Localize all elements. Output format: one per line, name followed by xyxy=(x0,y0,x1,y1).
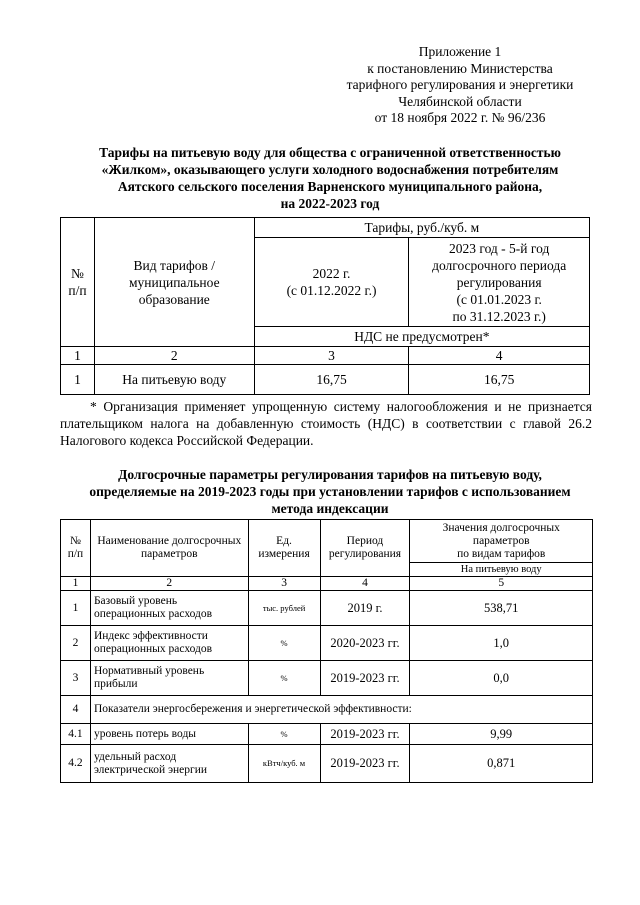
col-header-tariff-type: Вид тарифов / муниципальное образование xyxy=(94,218,254,347)
appendix-line: тарифного регулирования и энергетики xyxy=(346,77,574,92)
row-value: 0,0 xyxy=(410,661,593,696)
appendix-line: к постановлению Министерства xyxy=(367,60,553,76)
row-num: 4.1 xyxy=(61,724,91,745)
parameters-table xyxy=(60,519,593,783)
row-period: 2019 г. xyxy=(320,591,410,626)
vat-note: НДС не предусмотрен* xyxy=(254,327,589,347)
col-header-2023: 2023 год - 5-й год долгосрочного периода регулирования (с 01.01.2023 г. по 31.12.2023 г.) xyxy=(409,238,590,327)
title-line: определяемые на 2019-2023 годы при установлении тарифов с использованием xyxy=(89,484,571,499)
table-row xyxy=(61,626,593,661)
row-num: 3 xyxy=(61,661,91,696)
col-header-num: № п/п xyxy=(61,218,95,347)
table-row xyxy=(61,661,593,696)
row-period: 2019-2023 гг. xyxy=(320,745,410,783)
row-num: 2 xyxy=(61,626,91,661)
col-header-period: Период регулирования xyxy=(320,520,410,577)
row-unit: % xyxy=(248,661,320,696)
row-value: 0,871 xyxy=(410,745,593,783)
appendix-line: Челябинской области xyxy=(398,93,522,109)
col-header-2022: 2022 г. (с 01.12.2022 г.) xyxy=(254,238,409,327)
table-row xyxy=(61,365,590,395)
row-num: 4.2 xyxy=(61,745,91,783)
title-line: на 2022-2023 год xyxy=(280,196,380,211)
footnote: * Организация применяет упрощенную систему налогообложения и не признается плательщиком налога на добавленную стоимость (НДС) в соответствии с главой 26.2 Налогового кодекса Российской Федерации. xyxy=(60,399,592,448)
section-row xyxy=(61,696,593,724)
col-header-values: Значения долгосрочных параметров по видам тарифов xyxy=(410,520,593,563)
row-parameter: уровень потерь воды xyxy=(90,724,248,745)
title-line: метода индексации xyxy=(271,501,389,516)
index-row: 1 2 3 4 xyxy=(61,347,590,365)
row-value: 1,0 xyxy=(410,626,593,661)
tariffs-header: Тарифы, руб./куб. м xyxy=(254,218,589,238)
table-row xyxy=(61,591,593,626)
appendix-line: Приложение 1 xyxy=(418,44,502,59)
col-header-num: № п/п xyxy=(61,520,91,577)
row-value: 9,99 xyxy=(410,724,593,745)
col-header-unit: Ед. измерения xyxy=(248,520,320,577)
col-header-drinking-water: На питьевую воду xyxy=(410,563,593,577)
index-row: 1 2 3 4 5 xyxy=(61,577,593,591)
table-row xyxy=(61,745,593,783)
tariff-table xyxy=(60,217,590,395)
parameters-title xyxy=(40,466,620,517)
title-line: Тарифы на питьевую воду для общества с ограниченной ответственностью xyxy=(99,145,561,160)
row-unit: % xyxy=(248,626,320,661)
row-num: 1 xyxy=(61,365,95,395)
row-parameter: Базовый уровень операционных расходов xyxy=(90,591,248,626)
row-num: 4 xyxy=(61,696,91,724)
col-header-parameter: Наименование долгосрочных параметров xyxy=(90,520,248,577)
row-period: 2019-2023 гг. xyxy=(320,661,410,696)
appendix-line: от 18 ноября 2022 г. № 96/236 xyxy=(374,110,546,125)
row-parameter: Нормативный уровень прибыли xyxy=(90,661,248,696)
table-row xyxy=(61,724,593,745)
tariff-title xyxy=(40,144,620,212)
row-period: 2020-2023 гг. xyxy=(320,626,410,661)
row-tariff-type: На питьевую воду xyxy=(94,365,254,395)
row-value-2023: 16,75 xyxy=(409,365,590,395)
row-value: 538,71 xyxy=(410,591,593,626)
title-line: «Жилком», оказывающего услуги холодного водоснабжения потребителям xyxy=(101,162,559,177)
row-parameter: удельный расход электрической энергии xyxy=(90,745,248,783)
section-label: Показатели энергосбережения и энергетической эффективности: xyxy=(90,696,592,724)
row-period: 2019-2023 гг. xyxy=(320,724,410,745)
title-line: Долгосрочные параметры регулирования тарифов на питьевую воду, xyxy=(118,467,542,482)
row-unit: % xyxy=(248,724,320,745)
row-parameter: Индекс эффективности операционных расходов xyxy=(90,626,248,661)
title-line: Аятского сельского поселения Варненского муниципального района, xyxy=(117,179,543,194)
row-unit: тыс. рублей xyxy=(248,591,320,626)
appendix-header xyxy=(340,44,580,127)
row-num: 1 xyxy=(61,591,91,626)
row-unit: кВтч/куб. м xyxy=(248,745,320,783)
row-value-2022: 16,75 xyxy=(254,365,409,395)
